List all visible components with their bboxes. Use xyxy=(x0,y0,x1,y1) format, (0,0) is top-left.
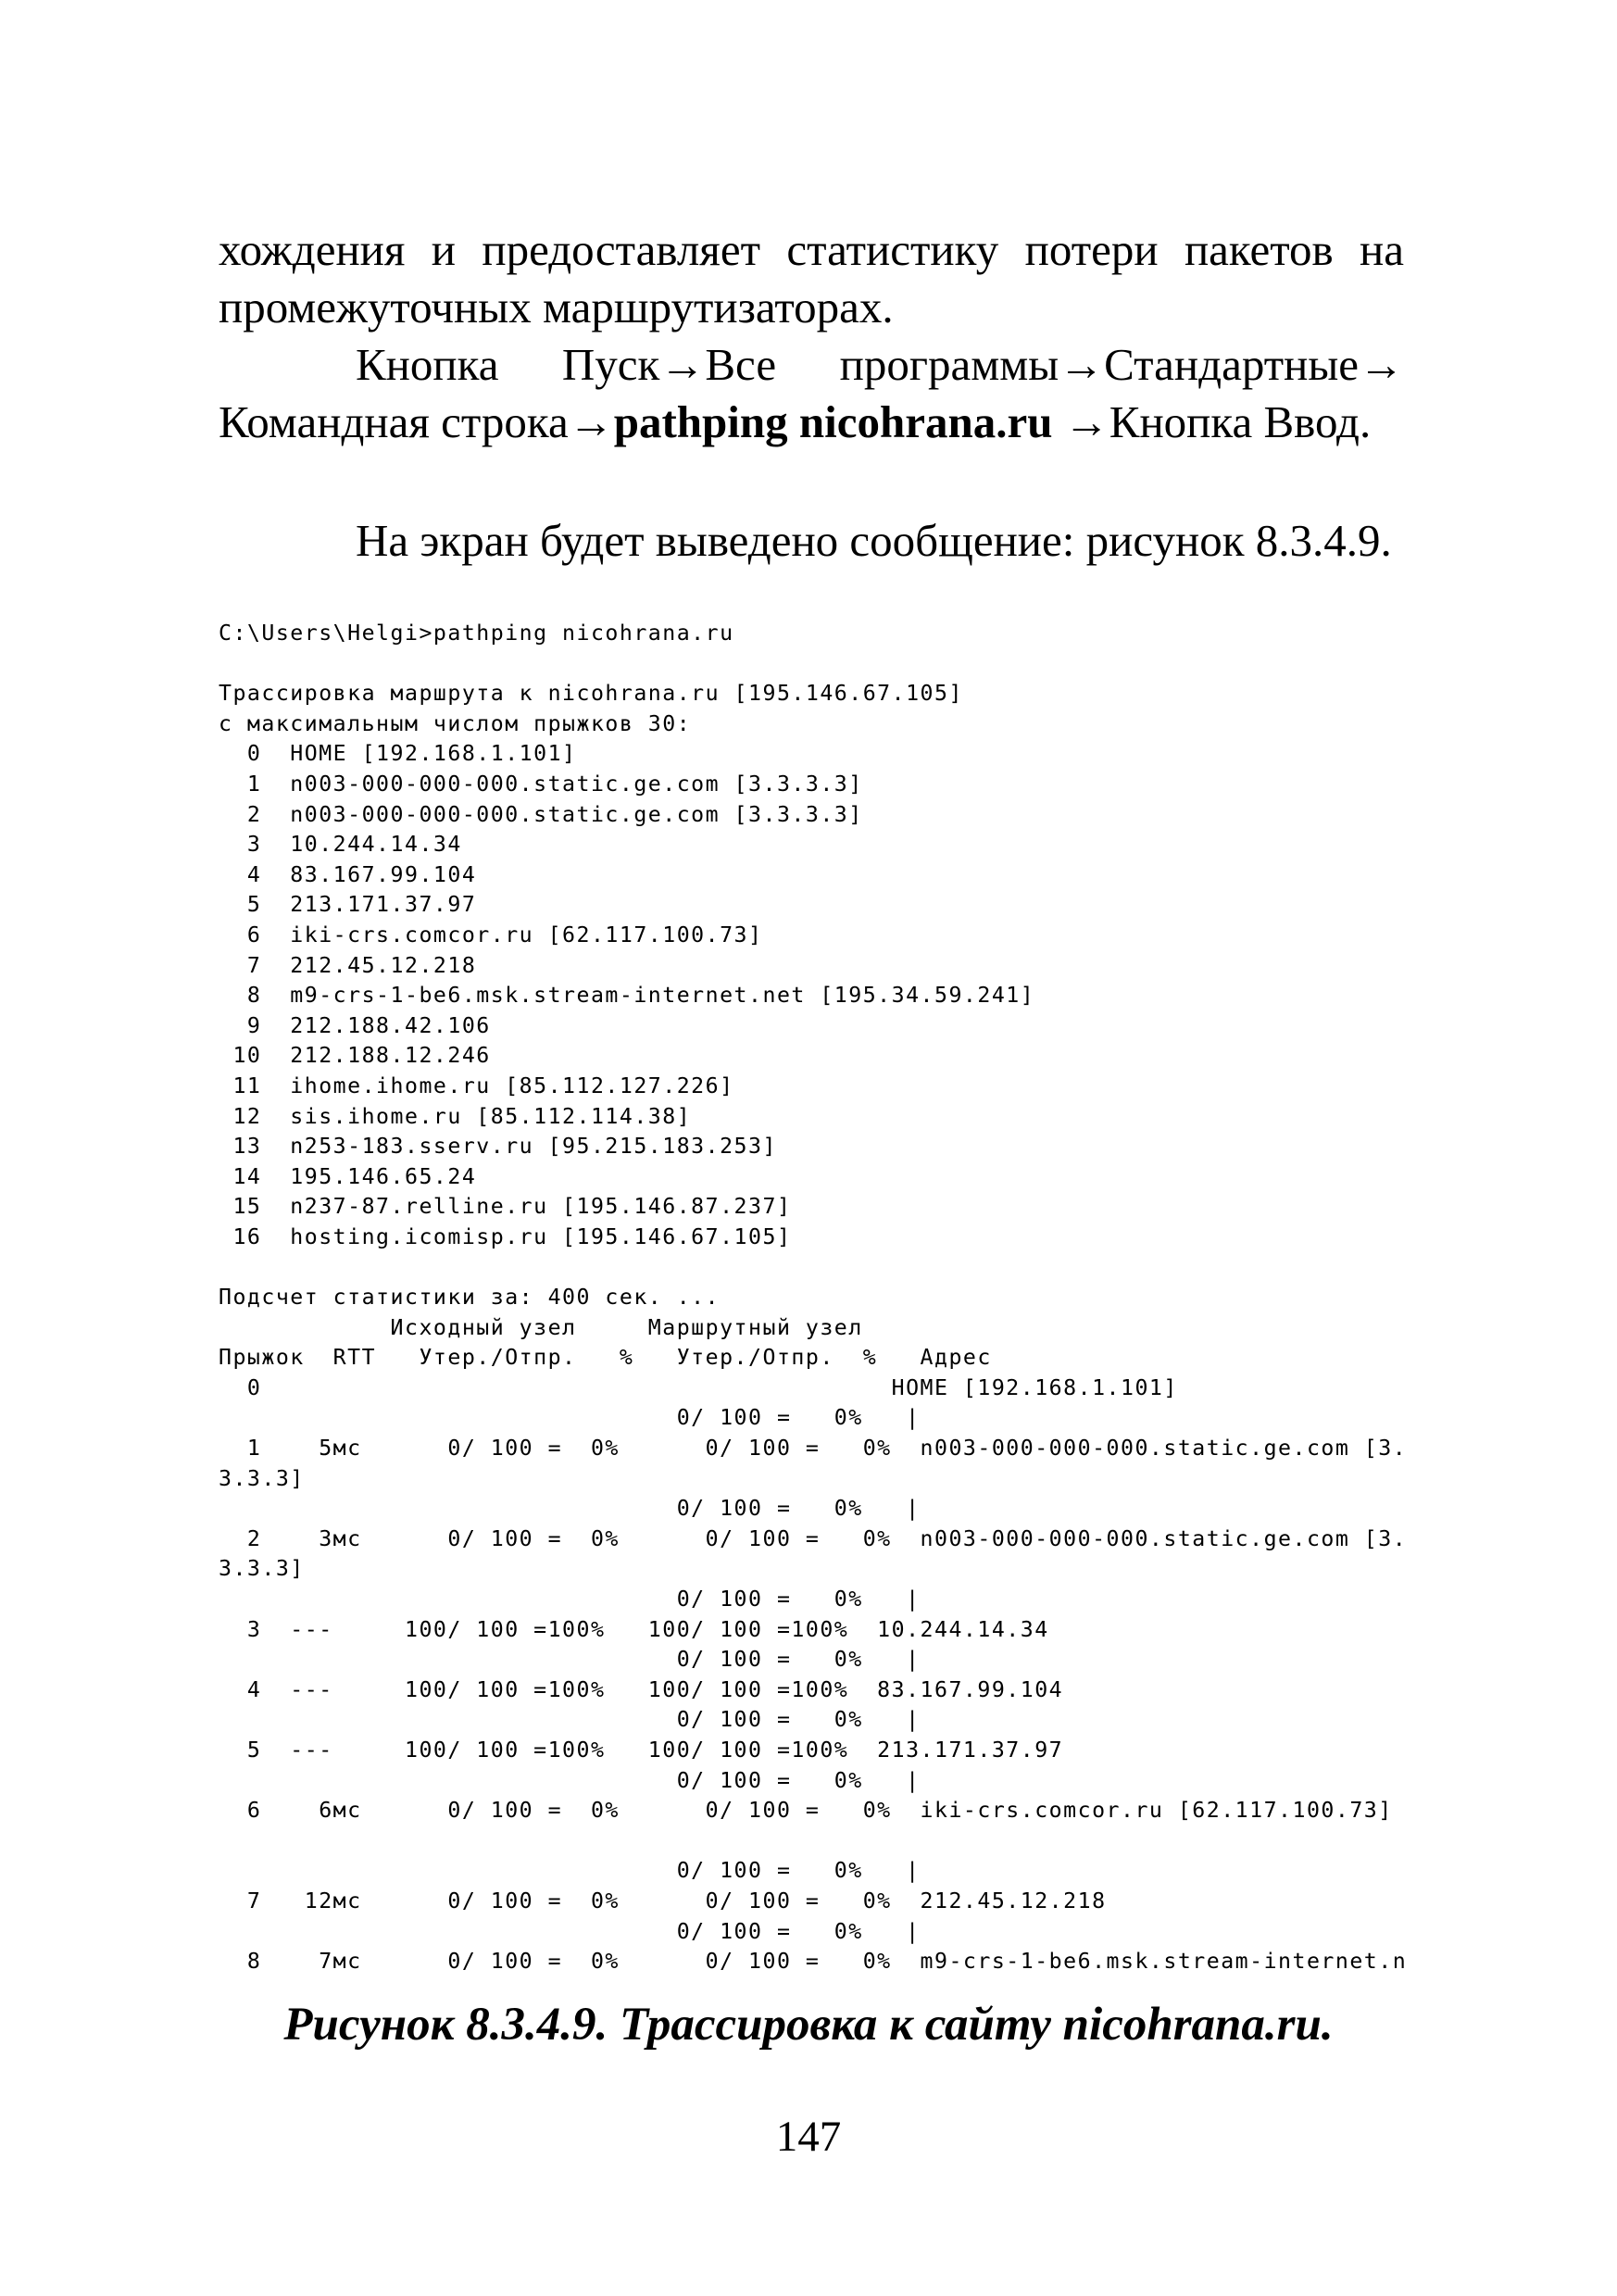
terminal-line: Подсчет статистики за: 400 сек. ... xyxy=(219,1285,721,1311)
terminal-line: 0/ 100 = 0% | xyxy=(219,1647,921,1673)
terminal-line: 7 212.45.12.218 xyxy=(219,952,477,978)
terminal-line: 8 7мс 0/ 100 = 0% 0/ 100 = 0% m9-crs-1-be6.msk.stream-internet.n xyxy=(219,1949,1408,1975)
terminal-line: 10 212.188.12.246 xyxy=(219,1043,491,1069)
terminal-line: 1 n003-000-000-000.static.ge.com [3.3.3.3] xyxy=(219,771,863,797)
paragraph-2-text xyxy=(219,336,1404,451)
terminal-line: 0/ 100 = 0% | xyxy=(219,1918,921,1944)
terminal-line: 15 n237-87.relline.ru [195.146.87.237] xyxy=(219,1194,792,1220)
terminal-line: Прыжок RTT Утер./Отпр. % Утер./Отпр. % Адрес xyxy=(219,1345,992,1371)
terminal-line: 6 6мс 0/ 100 = 0% 0/ 100 = 0% iki-crs.comcor.ru [62.117.100.73] xyxy=(219,1798,1393,1824)
terminal-line: 4 --- 100/ 100 =100% 100/ 100 =100% 83.167.99.104 xyxy=(219,1676,1064,1702)
page-number: 147 xyxy=(775,2113,842,2161)
terminal-line: 13 n253-183.sserv.ru [95.215.183.253] xyxy=(219,1134,777,1160)
terminal-line: 0/ 100 = 0% | xyxy=(219,1858,921,1884)
terminal-line: 14 195.146.65.24 xyxy=(219,1163,477,1189)
terminal-line: 0 HOME [192.168.1.101] xyxy=(219,741,577,767)
terminal-line: 16 hosting.icomisp.ru [195.146.67.105] xyxy=(219,1223,792,1249)
figure-caption: Рисунок 8.3.4.9. Трассировка к сайту nicohrana.ru. xyxy=(283,1999,1334,2051)
paragraph-1 xyxy=(219,221,1404,336)
terminal-line: 0/ 100 = 0% | xyxy=(219,1587,921,1612)
terminal-line: 12 sis.ihome.ru [85.112.114.38] xyxy=(219,1103,692,1129)
paragraph-3-text: На экран будет выведено сообщение: рисунок 8.3.4.9. xyxy=(356,515,1392,566)
terminal-line: 0/ 100 = 0% | xyxy=(219,1767,921,1793)
terminal-line: 7 12мс 0/ 100 = 0% 0/ 100 = 0% 212.45.12.218 xyxy=(219,1888,1107,1913)
terminal-line: 3.3.3] xyxy=(219,1556,305,1582)
terminal-line: 5 213.171.37.97 xyxy=(219,892,477,918)
terminal-line: 5 --- 100/ 100 =100% 100/ 100 =100% 213.171.37.97 xyxy=(219,1737,1064,1763)
terminal-line: 0/ 100 = 0% | xyxy=(219,1496,921,1522)
terminal-line xyxy=(219,1252,1423,1283)
terminal-line: 9 212.188.42.106 xyxy=(219,1012,491,1038)
paragraph-2 xyxy=(219,336,1404,451)
terminal-line: 0 HOME [192.168.1.101] xyxy=(219,1374,1178,1400)
terminal-line: 6 iki-crs.comcor.ru [62.117.100.73] xyxy=(219,922,763,947)
terminal-line: 11 ihome.ihome.ru [85.112.127.226] xyxy=(219,1073,734,1098)
terminal-line: 0/ 100 = 0% | xyxy=(219,1405,921,1431)
terminal-output xyxy=(219,619,1423,1977)
paragraph-1-text: хождения и предоставляет статистику потери пакетов на промежуточных маршрутизаторах. xyxy=(219,224,1404,332)
paragraph-3 xyxy=(219,512,1404,570)
terminal-line: Исходный узел Маршрутный узел xyxy=(219,1314,863,1340)
terminal-line: 1 5мс 0/ 100 = 0% 0/ 100 = 0% n003-000-000-000.static.ge.com [3. xyxy=(219,1436,1408,1462)
terminal-line: 0/ 100 = 0% | xyxy=(219,1707,921,1733)
terminal-line xyxy=(219,649,1423,680)
instruction-end: →Кнопка Ввод. xyxy=(1052,396,1372,447)
terminal-line: C:\Users\Helgi>pathping nicohrana.ru xyxy=(219,621,734,646)
terminal-line: 3 10.244.14.34 xyxy=(219,832,462,858)
instruction-path: Кнопка Пуск→Все программы→Стандартные→ Командная строка→ xyxy=(219,339,1404,447)
terminal-line: 2 3мс 0/ 100 = 0% 0/ 100 = 0% n003-000-000-000.static.ge.com [3. xyxy=(219,1525,1408,1551)
terminal-line: 3.3.3] xyxy=(219,1465,305,1491)
terminal-line: 8 m9-crs-1-be6.msk.stream-internet.net [195.34.59.241] xyxy=(219,983,1035,1009)
terminal-line: 2 n003-000-000-000.static.ge.com [3.3.3.3] xyxy=(219,801,863,827)
terminal-line: 3 --- 100/ 100 =100% 100/ 100 =100% 10.244.14.34 xyxy=(219,1616,1049,1642)
terminal-line: 4 83.167.99.104 xyxy=(219,861,477,887)
command-text: pathping nicohrana.ru xyxy=(613,396,1053,447)
terminal-line: Трассировка маршрута к nicohrana.ru [195.146.67.105] xyxy=(219,681,963,707)
terminal-line: с максимальным числом прыжков 30: xyxy=(219,710,692,736)
terminal-line xyxy=(219,1826,1423,1857)
